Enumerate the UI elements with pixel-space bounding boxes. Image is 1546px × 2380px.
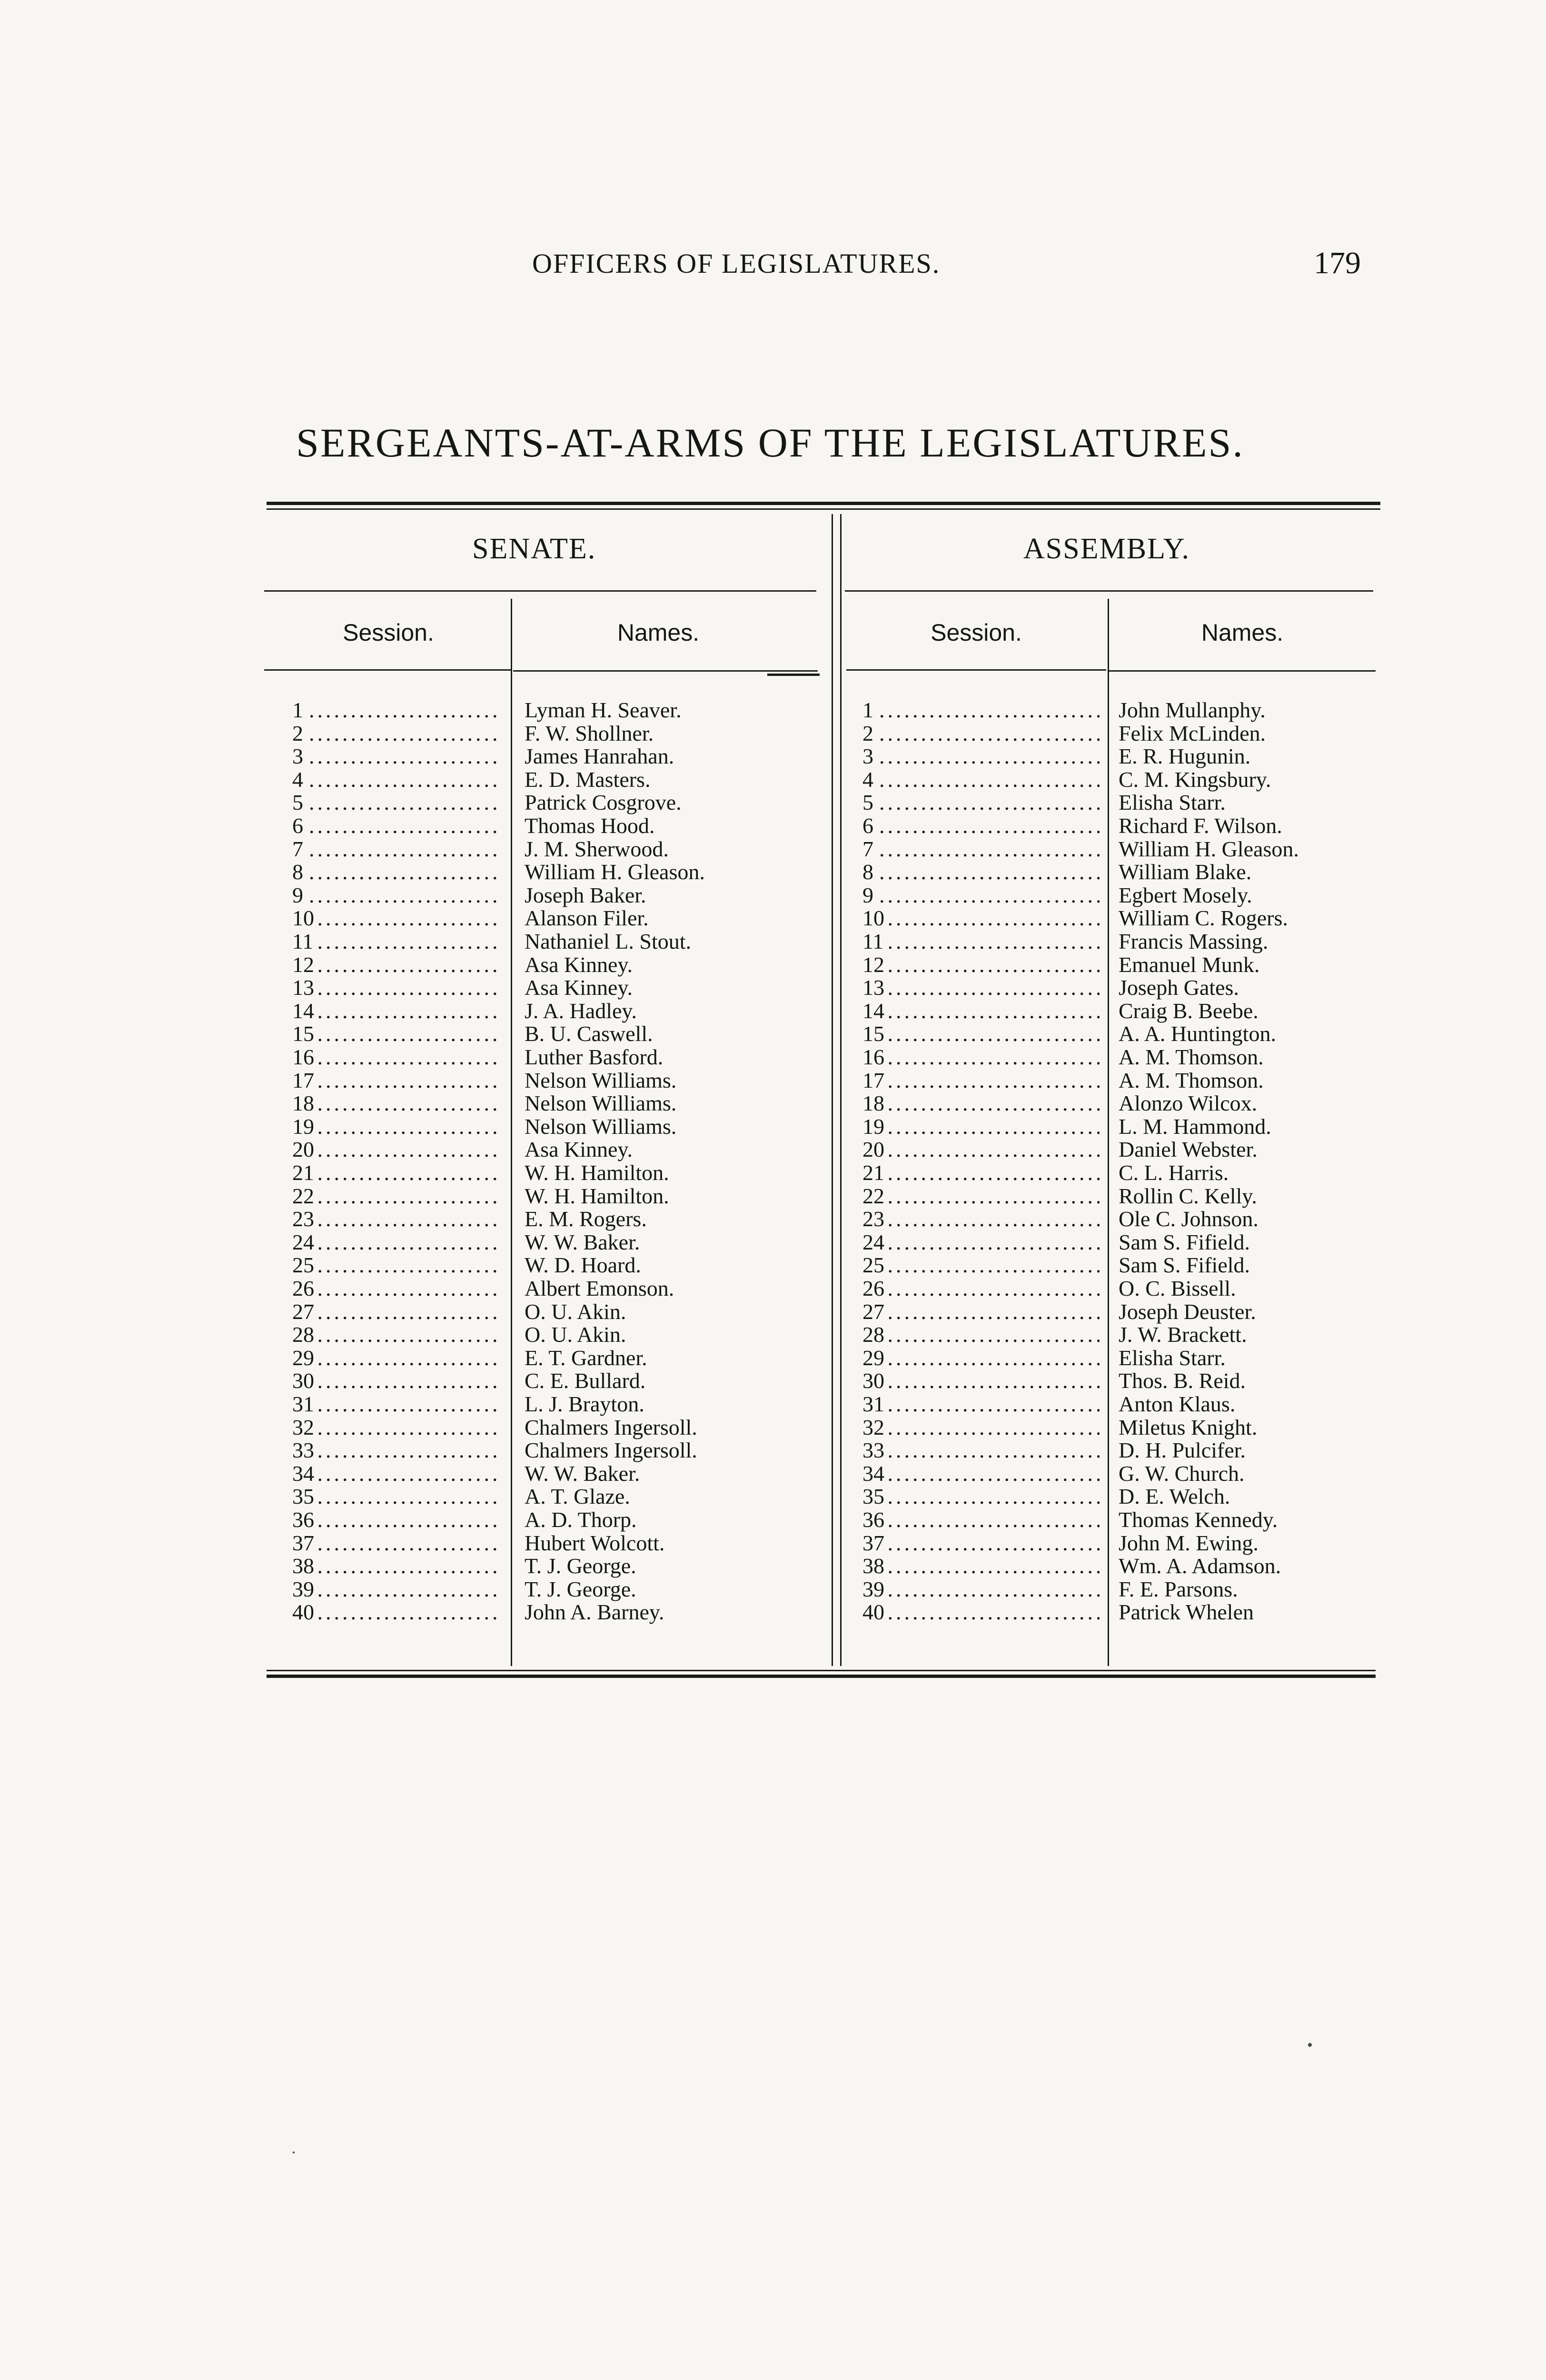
name-cell: A. A. Huntington. — [1119, 1021, 1276, 1046]
name-cell: Nelson Williams. — [525, 1091, 677, 1116]
name-cell: G. W. Church. — [1119, 1461, 1245, 1486]
name-cell: Craig B. Beebe. — [1119, 998, 1259, 1023]
name-cell: Asa Kinney. — [525, 1137, 633, 1162]
name-cell: Anton Klaus. — [1119, 1392, 1236, 1416]
session-cell: 8 ..... — [862, 861, 1100, 884]
speck — [293, 2152, 295, 2153]
name-cell: Sam S. Fifield. — [1119, 1253, 1250, 1278]
name-cell: Thos. B. Reid. — [1119, 1368, 1246, 1393]
name-cell: B. U. Caswell. — [525, 1021, 653, 1046]
session-cell: 38 ..... — [862, 1555, 1100, 1578]
name-cell: William Blake. — [1119, 860, 1252, 884]
session-cell: 23 ..... — [862, 1208, 1100, 1231]
name-cell: J. W. Brackett. — [1119, 1322, 1247, 1347]
session-cell: 22 ..... — [292, 1185, 502, 1208]
session-cell: 11 ..... — [292, 930, 502, 953]
name-cell: T. J. George. — [525, 1554, 636, 1578]
name-cell: Asa Kinney. — [525, 952, 633, 977]
session-cell: 22 ..... — [862, 1185, 1100, 1208]
session-cell: 33 ..... — [862, 1439, 1100, 1462]
name-cell: L. J. Brayton. — [525, 1392, 644, 1416]
session-cell: 37 ..... — [862, 1532, 1100, 1555]
name-cell: William H. Gleason. — [1119, 836, 1299, 861]
session-cell: 32 ..... — [292, 1416, 502, 1439]
senate-names-header: Names. — [617, 619, 700, 646]
senate-heading: SENATE. — [472, 533, 596, 565]
name-cell: Chalmers Ingersoll. — [525, 1438, 697, 1463]
top-rule-thick — [267, 502, 1380, 505]
name-cell: C. E. Bullard. — [525, 1368, 646, 1393]
name-cell: Thomas Kennedy. — [1119, 1507, 1278, 1532]
session-cell: 11 ..... — [862, 930, 1100, 953]
session-cell: 18 ..... — [862, 1092, 1100, 1115]
name-cell: A. M. Thomson. — [1119, 1045, 1264, 1069]
name-cell: Patrick Whelen — [1119, 1600, 1254, 1625]
session-cell: 25 ..... — [862, 1254, 1100, 1277]
session-cell: 36 ..... — [292, 1508, 502, 1532]
name-cell: Rollin C. Kelly. — [1119, 1183, 1257, 1208]
running-head: OFFICERS OF LEGISLATURES. — [532, 248, 941, 279]
session-cell: 17 ..... — [292, 1069, 502, 1092]
session-cell: 35 ..... — [292, 1485, 502, 1508]
name-cell: Ole C. Johnson. — [1119, 1207, 1259, 1231]
session-cell: 24 ..... — [862, 1231, 1100, 1254]
session-cell: 26 ..... — [862, 1277, 1100, 1300]
top-rule-thin — [267, 508, 1380, 510]
session-cell: 37 ..... — [292, 1532, 502, 1555]
session-cell: 26 ..... — [292, 1277, 502, 1300]
session-cell: 39 ..... — [292, 1578, 502, 1601]
page-title: SERGEANTS-AT-ARMS OF THE LEGISLATURES. — [296, 420, 1244, 466]
session-cell: 7 ..... — [862, 838, 1100, 861]
name-cell: James Hanrahan. — [525, 744, 674, 769]
name-cell: E. T. Gardner. — [525, 1345, 647, 1370]
session-cell: 28 ..... — [292, 1323, 502, 1347]
assembly-column-divider — [1108, 599, 1109, 1666]
name-cell: Felix McLinden. — [1119, 721, 1266, 745]
session-cell: 13 ..... — [292, 976, 502, 1000]
session-cell: 1 ..... — [862, 699, 1100, 722]
session-cell: 6 ..... — [862, 814, 1100, 838]
session-cell: 20 ..... — [862, 1138, 1100, 1161]
name-cell: John Mullanphy. — [1119, 698, 1266, 722]
name-cell: Emanuel Munk. — [1119, 952, 1260, 977]
name-cell: Alanson Filer. — [525, 906, 649, 931]
session-cell: 35 ..... — [862, 1485, 1100, 1508]
assembly-session-header: Session. — [931, 619, 1022, 646]
name-cell: L. M. Hammond. — [1119, 1114, 1271, 1139]
session-cell: 6 ..... — [292, 814, 502, 838]
session-cell: 40 ..... — [862, 1601, 1100, 1624]
assembly-names-header-rule — [1109, 670, 1376, 672]
session-cell: 18 ..... — [292, 1092, 502, 1115]
name-cell: W. D. Hoard. — [525, 1253, 641, 1278]
name-cell: Richard F. Wilson. — [1119, 813, 1282, 838]
senate-session-header: Session. — [343, 619, 434, 646]
session-cell: 16 ..... — [292, 1046, 502, 1069]
name-cell: Lyman H. Seaver. — [525, 698, 682, 722]
name-cell: W. W. Baker. — [525, 1461, 640, 1486]
name-cell: William C. Rogers. — [1119, 906, 1288, 931]
name-cell: Egbert Mosely. — [1119, 883, 1252, 907]
session-cell: 7 ..... — [292, 838, 502, 861]
speck — [1308, 2043, 1312, 2047]
session-cell: 29 ..... — [292, 1347, 502, 1370]
senate-names-header-rule-mark — [767, 674, 820, 676]
name-cell: Chalmers Ingersoll. — [525, 1415, 697, 1439]
name-cell: Joseph Gates. — [1119, 975, 1239, 1000]
session-cell: 9 ..... — [862, 884, 1100, 907]
name-cell: Sam S. Fifield. — [1119, 1230, 1250, 1254]
session-cell: 30 ..... — [292, 1369, 502, 1393]
bottom-rule-thin — [267, 1670, 1376, 1671]
senate-session-header-rule — [264, 669, 512, 671]
session-cell: 3 ..... — [292, 745, 502, 768]
session-cell: 24 ..... — [292, 1231, 502, 1254]
name-cell: F. W. Shollner. — [525, 721, 654, 745]
name-cell: A. D. Thorp. — [525, 1507, 637, 1532]
session-cell: 27 ..... — [862, 1300, 1100, 1324]
session-cell: 2 ..... — [862, 722, 1100, 745]
session-cell: 17 ..... — [862, 1069, 1100, 1092]
center-divider-right — [840, 514, 842, 1666]
session-cell: 2 ..... — [292, 722, 502, 745]
session-cell: 38 ..... — [292, 1555, 502, 1578]
senate-heading-rule — [264, 590, 816, 592]
name-cell: F. E. Parsons. — [1119, 1577, 1238, 1601]
session-cell: 10 ..... — [862, 907, 1100, 930]
name-cell: Asa Kinney. — [525, 975, 633, 1000]
session-cell: 33 ..... — [292, 1439, 502, 1462]
name-cell: T. J. George. — [525, 1577, 636, 1601]
name-cell: Albert Emonson. — [525, 1276, 674, 1300]
session-cell: 32 ..... — [862, 1416, 1100, 1439]
assembly-heading: ASSEMBLY. — [1023, 533, 1190, 565]
assembly-names-header: Names. — [1201, 619, 1284, 646]
name-cell: D. H. Pulcifer. — [1119, 1438, 1246, 1463]
session-cell: 14 ..... — [862, 1000, 1100, 1023]
session-cell: 3 ..... — [862, 745, 1100, 768]
session-cell: 15 ..... — [862, 1022, 1100, 1046]
name-cell: J. M. Sherwood. — [525, 836, 669, 861]
page-number: 179 — [1314, 246, 1361, 280]
session-cell: 13 ..... — [862, 976, 1100, 1000]
name-cell: O. C. Bissell. — [1119, 1276, 1236, 1300]
session-cell: 28 ..... — [862, 1323, 1100, 1347]
center-divider-left — [832, 514, 833, 1666]
name-cell: Francis Massing. — [1119, 929, 1269, 953]
name-cell: E. R. Hugunin. — [1119, 744, 1251, 769]
name-cell: John A. Barney. — [525, 1600, 664, 1625]
session-cell: 34 ..... — [862, 1462, 1100, 1486]
session-cell: 19 ..... — [862, 1115, 1100, 1139]
name-cell: Joseph Baker. — [525, 883, 646, 907]
session-cell: 27 ..... — [292, 1300, 502, 1324]
name-cell: W. H. Hamilton. — [525, 1160, 669, 1185]
session-cell: 15 ..... — [292, 1022, 502, 1046]
assembly-heading-rule — [845, 590, 1373, 592]
session-cell: 5 ..... — [292, 791, 502, 814]
session-cell: 9 ..... — [292, 884, 502, 907]
assembly-session-header-rule — [846, 669, 1106, 671]
senate-column-divider — [511, 599, 512, 1666]
name-cell: John M. Ewing. — [1119, 1530, 1259, 1555]
session-cell: 21 ..... — [292, 1161, 502, 1185]
session-cell: 21 ..... — [862, 1161, 1100, 1185]
session-cell: 29 ..... — [862, 1347, 1100, 1370]
session-cell: 30 ..... — [862, 1369, 1100, 1393]
session-cell: 31 ..... — [292, 1393, 502, 1416]
session-cell: 19 ..... — [292, 1115, 502, 1139]
session-cell: 36 ..... — [862, 1508, 1100, 1532]
bottom-rule-thick — [267, 1675, 1376, 1678]
name-cell: Patrick Cosgrove. — [525, 790, 682, 815]
name-cell: Miletus Knight. — [1119, 1415, 1258, 1439]
name-cell: A. M. Thomson. — [1119, 1068, 1264, 1092]
name-cell: W. W. Baker. — [525, 1230, 640, 1254]
name-cell: A. T. Glaze. — [525, 1484, 630, 1509]
session-cell: 34 ..... — [292, 1462, 502, 1486]
session-cell: 23 ..... — [292, 1208, 502, 1231]
name-cell: Elisha Starr. — [1119, 790, 1226, 815]
session-cell: 10 ..... — [292, 907, 502, 930]
session-cell: 25 ..... — [292, 1254, 502, 1277]
name-cell: O. U. Akin. — [525, 1299, 626, 1324]
name-cell: W. H. Hamilton. — [525, 1183, 669, 1208]
name-cell: E. D. Masters. — [525, 767, 651, 792]
session-cell: 5 ..... — [862, 791, 1100, 814]
name-cell: D. E. Welch. — [1119, 1484, 1230, 1509]
session-cell: 39 ..... — [862, 1578, 1100, 1601]
session-cell: 20 ..... — [292, 1138, 502, 1161]
session-cell: 4 ..... — [292, 768, 502, 792]
name-cell: J. A. Hadley. — [525, 998, 637, 1023]
session-cell: 12 ..... — [292, 953, 502, 977]
name-cell: C. L. Harris. — [1119, 1160, 1229, 1185]
name-cell: C. M. Kingsbury. — [1119, 767, 1271, 792]
session-cell: 4 ..... — [862, 768, 1100, 792]
name-cell: Nelson Williams. — [525, 1114, 677, 1139]
session-cell: 31 ..... — [862, 1393, 1100, 1416]
name-cell: William H. Gleason. — [525, 860, 705, 884]
name-cell: Alonzo Wilcox. — [1119, 1091, 1258, 1116]
name-cell: Daniel Webster. — [1119, 1137, 1258, 1162]
name-cell: Joseph Deuster. — [1119, 1299, 1256, 1324]
session-cell: 1 ..... — [292, 699, 502, 722]
name-cell: O. U. Akin. — [525, 1322, 626, 1347]
name-cell: E. M. Rogers. — [525, 1207, 647, 1231]
name-cell: Hubert Wolcott. — [525, 1530, 665, 1555]
name-cell: Nelson Williams. — [525, 1068, 677, 1092]
session-cell: 12 ..... — [862, 953, 1100, 977]
session-cell: 40 ..... — [292, 1601, 502, 1624]
session-cell: 16 ..... — [862, 1046, 1100, 1069]
name-cell: Thomas Hood. — [525, 813, 655, 838]
name-cell: Nathaniel L. Stout. — [525, 929, 692, 953]
session-cell: 14 ..... — [292, 1000, 502, 1023]
senate-names-header-rule — [513, 670, 818, 672]
name-cell: Luther Basford. — [525, 1045, 664, 1069]
name-cell: Wm. A. Adamson. — [1119, 1554, 1281, 1578]
session-cell: 8 ..... — [292, 861, 502, 884]
name-cell: Elisha Starr. — [1119, 1345, 1226, 1370]
